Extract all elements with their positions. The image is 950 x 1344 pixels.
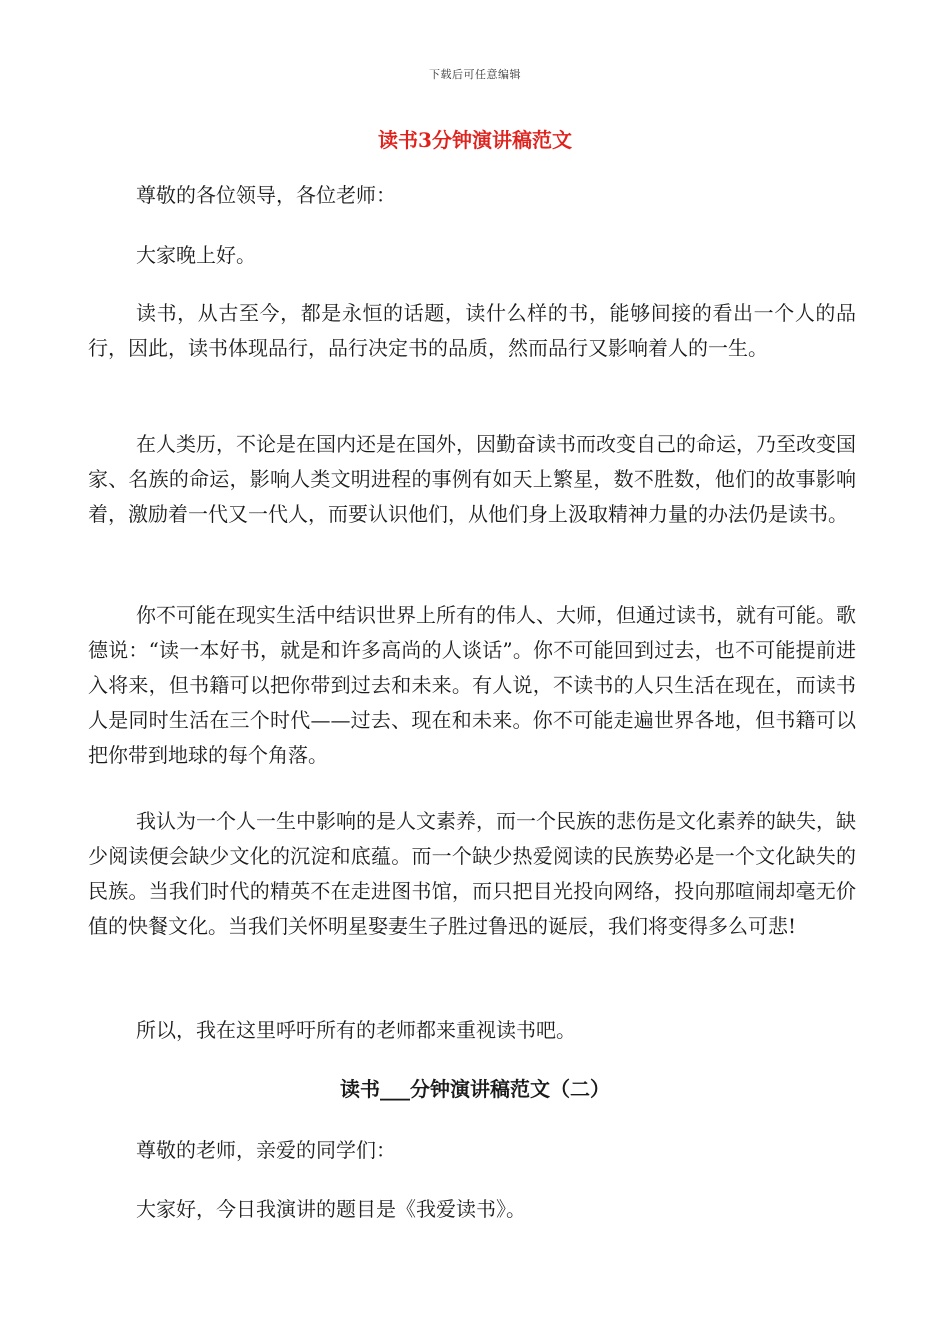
greeting-paragraph: 大家好，今日我演讲的题目是《我爱读书》。 xyxy=(136,1197,526,1221)
body-paragraph: 读书，从古至今，都是永恒的话题，读什么样的书，能够间接的看出一个人的品行，因此，读书体现品行，品行决定书的品质，然而品行又影响着人的一生。 xyxy=(88,301,856,360)
body-paragraph: 在人类历，不论是在国内还是在国外，因勤奋读书而改变自己的命运，乃至改变国家、名族的命运，影响人类文明进程的事例有如天上繁星，数不胜数，他们的故事影响着，激励着一代又一代人，而要认识他们，从他们身上汲取精神力量的办法仍是读书。 xyxy=(88,432,856,526)
section-title: 读书___分钟演讲稿范文（二） xyxy=(340,1077,610,1101)
salutation-paragraph: 尊敬的各位领导，各位老师： xyxy=(136,183,396,207)
body-paragraph: 你不可能在现实生活中结识世界上所有的伟人、大师，但通过读书，就有可能。歌德说：“读一本好书，就是和许多高尚的人谈话”。你不可能回到过去，也不可能提前进入将来，但书籍可以把你带到过去和未来。有人说，不读书的人只生活在现在，而读书人是同时生活在三个时代——过去、现在和未来。你不可能走遍世界各地，但书籍可以把你带到地球的每个角落。 xyxy=(88,603,856,767)
salutation-paragraph: 尊敬的老师，亲爱的同学们： xyxy=(136,1138,396,1162)
header-note: 下载后可任意编辑 xyxy=(429,68,521,81)
closing-paragraph: 所以，我在这里呼吁所有的老师都来重视读书吧。 xyxy=(136,1018,576,1042)
document-title: 读书3分钟演讲稿范文 xyxy=(378,128,572,152)
body-paragraph: 我认为一个人一生中影响的是人文素养，而一个民族的悲伤是文化素养的缺失，缺少阅读便会缺少文化的沉淀和底蕴。而一个缺少热爱阅读的民族势必是一个文化缺失的民族。当我们时代的精英不在走进图书馆，而只把目光投向网络，投向那喧闹却毫无价值的快餐文化。当我们关怀明星娶妻生子胜过鲁迅的诞辰，我们将变得多么可悲! xyxy=(88,809,856,938)
greeting-paragraph: 大家晚上好。 xyxy=(136,243,256,267)
